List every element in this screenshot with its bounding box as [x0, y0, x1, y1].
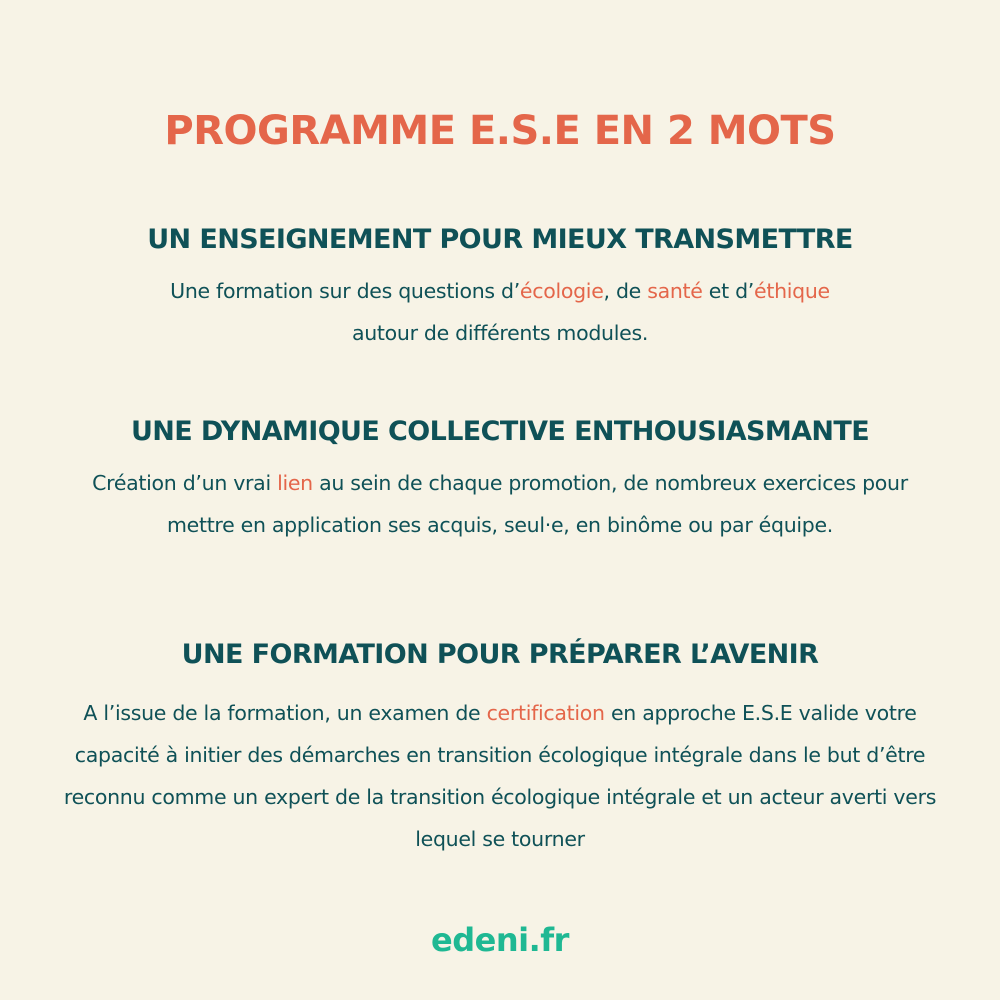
- body-text-segment: Une formation sur des questions d’: [170, 279, 520, 303]
- section-heading-teaching: UN ENSEIGNEMENT POUR MIEUX TRANSMETTRE: [147, 224, 853, 255]
- page-title: PROGRAMME E.S.E EN 2 MOTS: [164, 108, 836, 154]
- highlight-ethique: éthique: [754, 279, 830, 303]
- section-body-dynamic: [60, 462, 940, 546]
- body-text-segment: et d’: [702, 279, 755, 303]
- section-body-teaching: [60, 270, 940, 354]
- section-heading-future: UNE FORMATION POUR PRÉPARER L’AVENIR: [181, 639, 819, 670]
- body-text-segment: autour de différents modules.: [351, 321, 649, 345]
- highlight-ecologie: écologie: [519, 279, 604, 303]
- section-body-future: [60, 692, 940, 860]
- body-text-segment: en approche E.S.E valide votre capacité à initier des démarches en transition écologique intégrale dans le but d’être reconnu comme un expert de la transition écologique intégrale et un acteur averti vers lequel se tourner: [63, 701, 937, 851]
- body-text-segment: A l’issue de la formation, un examen de: [83, 701, 487, 725]
- body-text-segment: Création d’un vrai: [92, 471, 278, 495]
- body-text-segment: au sein de chaque promotion, de nombreux exercices pour mettre en application ses acquis, seul·e, en binôme ou par équipe.: [166, 471, 908, 537]
- highlight-sante: santé: [647, 279, 703, 303]
- body-text-segment: , de: [603, 279, 648, 303]
- section-heading-dynamic: UNE DYNAMIQUE COLLECTIVE ENTHOUSIASMANTE: [130, 416, 870, 447]
- highlight-lien: lien: [277, 471, 313, 495]
- highlight-certification: certification: [486, 701, 605, 725]
- brand-link[interactable]: edeni.fr: [431, 921, 569, 959]
